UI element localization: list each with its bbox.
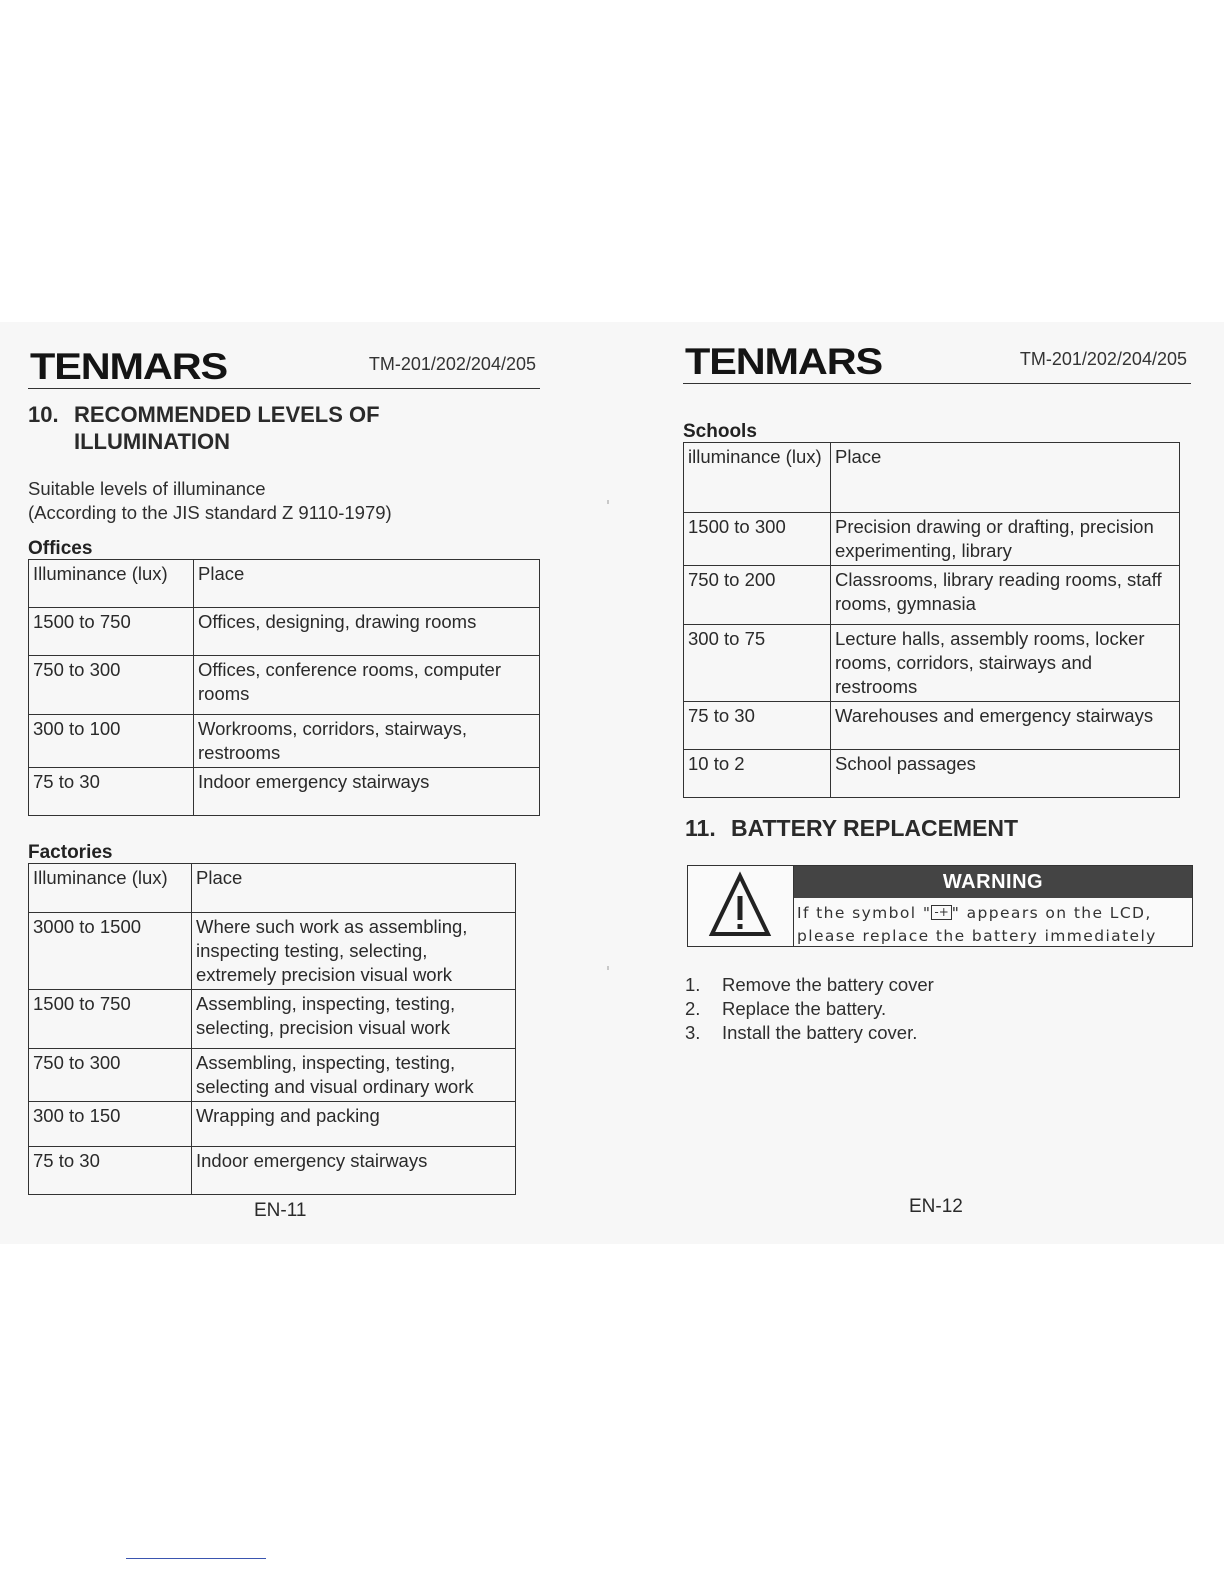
model-number: TM-201/202/204/205 (368, 354, 536, 374)
step-text: Replace the battery. (722, 998, 887, 1019)
scan-speck (607, 966, 609, 970)
section-title (28, 401, 540, 455)
table-row (684, 702, 1180, 750)
table-row (684, 750, 1180, 798)
lux-cell: 1500 to 300 (684, 513, 831, 566)
lux-cell: 1500 to 750 (29, 990, 192, 1049)
lux-cell: 75 to 30 (29, 768, 194, 816)
table-row (29, 715, 540, 768)
place-cell: Indoor emergency stairways (192, 1147, 516, 1195)
place-cell: Offices, designing, drawing rooms (194, 608, 540, 656)
intro-text (28, 477, 540, 525)
list-item (683, 997, 1191, 1021)
table-row (684, 513, 1180, 566)
lux-cell: 3000 to 1500 (29, 913, 192, 990)
scan-speck (607, 500, 609, 504)
warning-box (687, 865, 1193, 947)
lux-cell: 1500 to 750 (29, 608, 194, 656)
table-row (29, 913, 516, 990)
lux-cell: 75 to 30 (684, 702, 831, 750)
battery-section-title (685, 815, 1018, 842)
list-item (683, 973, 1191, 997)
col-header-place: Place (194, 560, 540, 608)
brand-logo: TENMARS (30, 346, 228, 387)
factories-heading: Factories (28, 842, 113, 863)
step-number: 2. (685, 998, 701, 1019)
page-en-11 (28, 346, 540, 1195)
page-header (28, 346, 540, 389)
table-row (29, 768, 540, 816)
warning-text (797, 902, 1188, 948)
intro-line: (According to the JIS standard Z 9110-1979) (28, 502, 392, 523)
lux-cell: 300 to 100 (29, 715, 194, 768)
col-header-place: Place (831, 443, 1180, 513)
table-row (29, 1147, 516, 1195)
table-header-row (29, 560, 540, 608)
step-text: Install the battery cover. (722, 1022, 918, 1043)
battery-steps (683, 973, 1191, 1045)
place-cell: Wrapping and packing (192, 1102, 516, 1147)
place-cell: Warehouses and emergency stairways (831, 702, 1180, 750)
list-item (683, 1021, 1191, 1045)
brand-logo: TENMARS (685, 341, 883, 382)
lux-cell: 300 to 75 (684, 625, 831, 702)
page-header (683, 341, 1191, 384)
place-cell: Assembling, inspecting, testing, selecting, precision visual work (192, 990, 516, 1049)
table-row (29, 656, 540, 715)
lux-cell: 750 to 200 (684, 566, 831, 625)
col-header-place: Place (192, 864, 516, 913)
place-cell: Workrooms, corridors, stairways, restrooms (194, 715, 540, 768)
table-row (29, 1102, 516, 1147)
lux-cell: 750 to 300 (29, 656, 194, 715)
place-cell: Indoor emergency stairways (194, 768, 540, 816)
warning-icon-cell (688, 866, 794, 946)
place-cell: Precision drawing or drafting, precision experimenting, library (831, 513, 1180, 566)
offices-table (28, 559, 540, 816)
battery-symbol-icon: -+ (931, 905, 951, 920)
table-row (684, 566, 1180, 625)
place-cell: Lecture halls, assembly rooms, locker rooms, corridors, stairways and restrooms (831, 625, 1180, 702)
table-row (684, 625, 1180, 702)
intro-line: Suitable levels of illuminance (28, 478, 266, 499)
step-number: 3. (685, 1022, 701, 1043)
page-number-right: EN-12 (909, 1196, 963, 1217)
section-title-line2: ILLUMINATION (74, 429, 231, 454)
warning-triangle-icon (688, 866, 793, 946)
section-title-line1: RECOMMENDED LEVELS OF (74, 402, 380, 427)
table-row (29, 1049, 516, 1102)
model-number: TM-201/202/204/205 (1019, 349, 1187, 369)
warning-title: WARNING (794, 866, 1192, 898)
place-cell: School passages (831, 750, 1180, 798)
section-number: 10. (28, 402, 59, 427)
place-cell: Where such work as assembling, inspecting testing, selecting, extremely precision visual work (192, 913, 516, 990)
warning-text-end: " appears on the LCD, please replace the battery immediately (797, 904, 1157, 945)
offices-heading: Offices (28, 538, 93, 559)
col-header-illuminance: illuminance (lux) (684, 443, 831, 513)
lux-cell: 750 to 300 (29, 1049, 192, 1102)
step-text: Remove the battery cover (722, 974, 934, 995)
schools-heading: Schools (683, 421, 757, 442)
schools-table (683, 442, 1180, 798)
table-row (29, 990, 516, 1049)
lux-cell: 300 to 150 (29, 1102, 192, 1147)
table-row (29, 608, 540, 656)
footnote-rule (126, 1558, 266, 1559)
lux-cell: 10 to 2 (684, 750, 831, 798)
lux-cell: 75 to 30 (29, 1147, 192, 1195)
place-cell: Offices, conference rooms, computer rooms (194, 656, 540, 715)
page-number-left: EN-11 (254, 1200, 307, 1221)
table-header-row (684, 443, 1180, 513)
col-header-illuminance: Illuminance (lux) (29, 560, 194, 608)
place-cell: Assembling, inspecting, testing, selecting and visual ordinary work (192, 1049, 516, 1102)
place-cell: Classrooms, library reading rooms, staff rooms, gymnasia (831, 566, 1180, 625)
step-number: 1. (685, 974, 701, 995)
section-title-text: BATTERY REPLACEMENT (731, 815, 1019, 841)
section-number: 11. (685, 815, 716, 841)
page-en-12 (683, 341, 1191, 1043)
table-header-row (29, 864, 516, 913)
warning-text-start: If the symbol " (797, 904, 932, 922)
factories-table (28, 863, 516, 1195)
col-header-illuminance: Illuminance (lux) (29, 864, 192, 913)
